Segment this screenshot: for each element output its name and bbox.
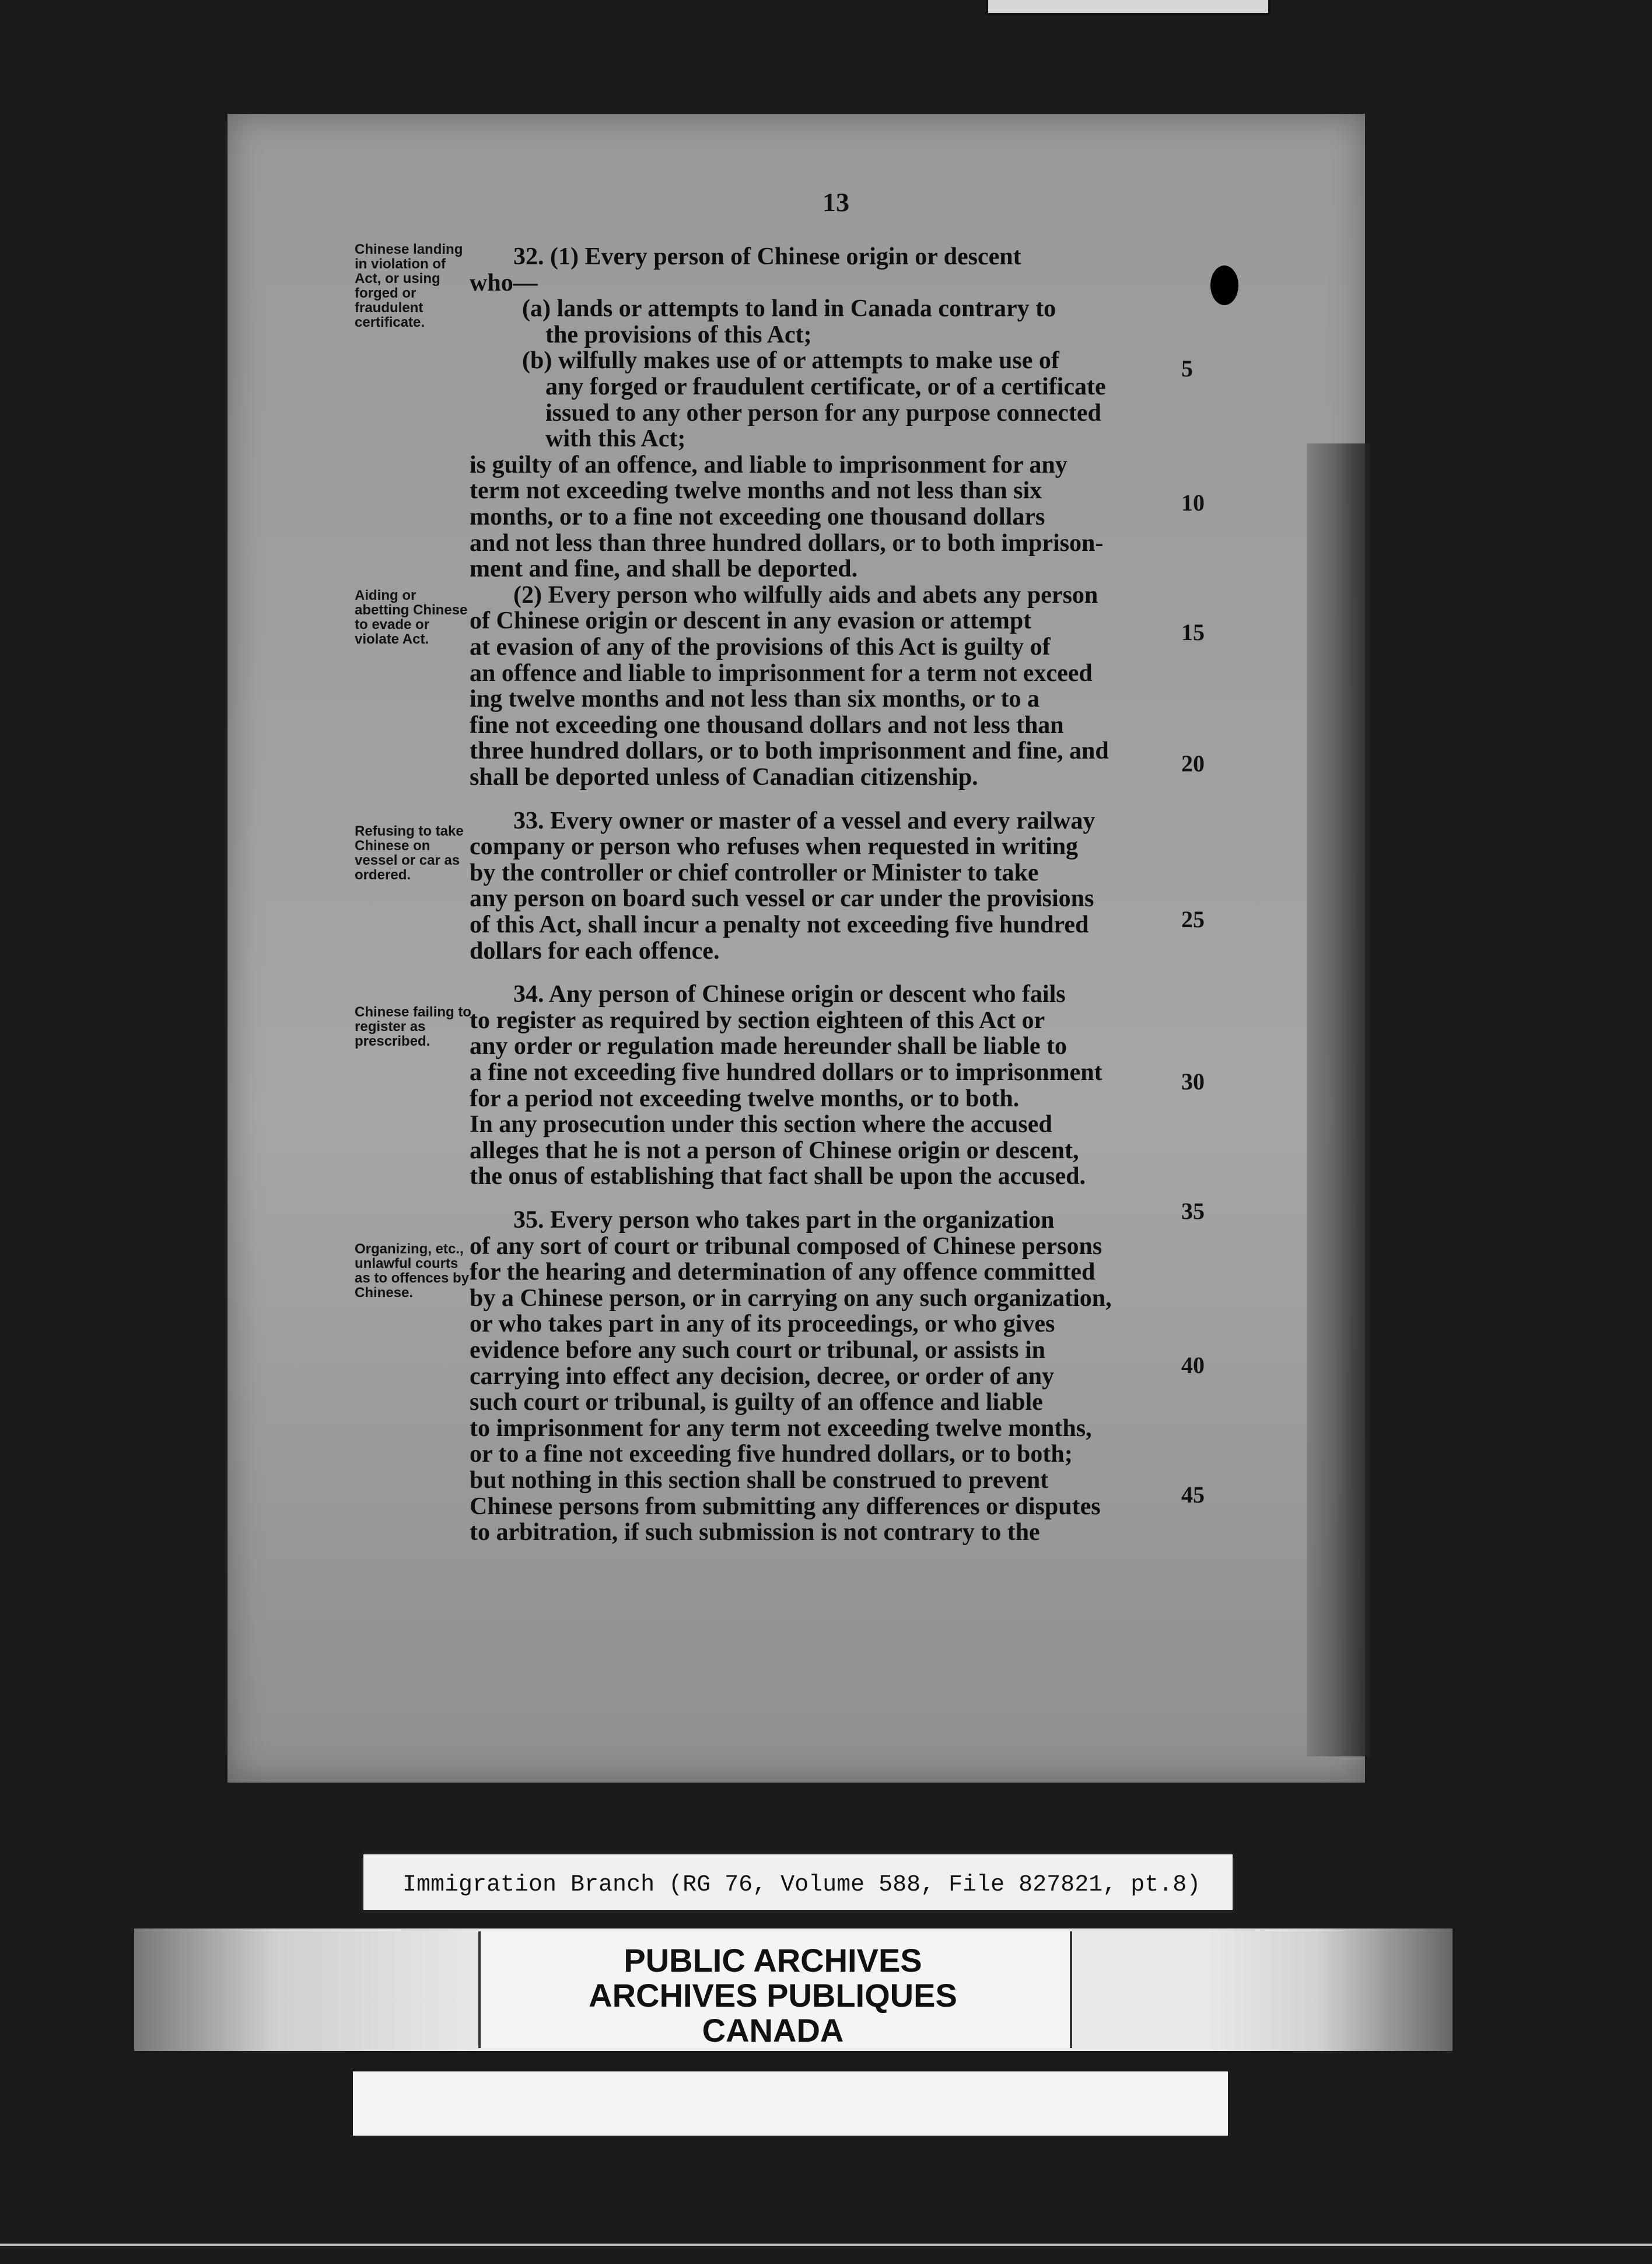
margin-note-section-35: Organizing, etc., unlawful courts as to offences by Chinese. bbox=[355, 1241, 470, 1301]
body-line-text: to imprisonment for any term not exceeding twelve months, bbox=[470, 1415, 1092, 1442]
body-line bbox=[470, 1468, 1048, 1493]
body-line bbox=[470, 530, 1103, 556]
body-line-text: for the hearing and determination of any offence committed bbox=[470, 1259, 1096, 1285]
body-line-text: any order or regulation made hereunder shall be liable to bbox=[470, 1033, 1067, 1060]
line-number: 5 bbox=[1181, 355, 1193, 382]
stamp-line-archives-publiques: ARCHIVES PUBLIQUES bbox=[589, 1977, 957, 2014]
body-line bbox=[470, 1494, 1101, 1519]
ink-blot bbox=[1210, 265, 1238, 305]
body-line bbox=[470, 712, 1064, 738]
body-line bbox=[513, 1207, 1055, 1233]
body-line-text: to arbitration, if such submission is not contrary to the bbox=[470, 1519, 1040, 1546]
body-line bbox=[470, 504, 1045, 530]
body-line bbox=[470, 1441, 1073, 1467]
body-line-text: alleges that he is not a person of Chinese origin or descent, bbox=[470, 1137, 1079, 1164]
body-line-text: any forged or fraudulent certificate, or of a certificate bbox=[545, 373, 1106, 400]
body-line bbox=[470, 1285, 1112, 1311]
body-line-text: by a Chinese person, or in carrying on any such organization, bbox=[470, 1285, 1112, 1312]
body-line-text: Any person of Chinese origin or descent who fails bbox=[544, 981, 1066, 1008]
torn-page-edge bbox=[1307, 443, 1371, 1756]
body-line-text: with this Act; bbox=[545, 425, 686, 452]
body-line bbox=[513, 244, 1021, 270]
body-line-text: but nothing in this section shall be construed to prevent bbox=[470, 1467, 1049, 1494]
body-line-text: evidence before any such court or tribunal, or assists in bbox=[470, 1337, 1046, 1364]
body-line bbox=[470, 1112, 1052, 1137]
body-line-text: issued to any other person for any purpose connected bbox=[545, 400, 1101, 427]
body-line-text: Every person who takes part in the organization bbox=[544, 1207, 1055, 1234]
body-line-text: a fine not exceeding five hundred dollars or to imprisonment bbox=[470, 1059, 1102, 1086]
body-line-text: or who takes part in any of its proceedings, or who gives bbox=[470, 1311, 1055, 1337]
body-line bbox=[513, 808, 1095, 834]
archive-reference-label: Immigration Branch (RG 76, Volume 588, File 827821, pt.8) bbox=[402, 1872, 1201, 1898]
band-shadow-left bbox=[134, 1928, 484, 2051]
body-line-text: fine not exceeding one thousand dollars and not less than bbox=[470, 712, 1064, 739]
line-number: 45 bbox=[1181, 1482, 1205, 1508]
body-line bbox=[470, 886, 1094, 911]
line-number: 20 bbox=[1181, 750, 1205, 777]
body-line-text: (2) Every person who wilfully aids and abets any person bbox=[513, 582, 1098, 609]
body-line bbox=[470, 478, 1042, 504]
margin-note-section-34: Chinese failing to register as prescribed. bbox=[355, 1004, 472, 1049]
body-line bbox=[522, 296, 1056, 322]
body-line-text: Every owner or master of a vessel and every railway bbox=[544, 808, 1096, 834]
body-line-text: Chinese persons from submitting any differences or disputes bbox=[470, 1493, 1101, 1520]
body-line bbox=[470, 452, 1068, 478]
band-shadow-right bbox=[1208, 1928, 1452, 2051]
body-line-text: company or person who refuses when requested in writing bbox=[470, 833, 1079, 860]
body-line bbox=[470, 1416, 1092, 1441]
body-line-text: In any prosecution under this section where the accused bbox=[470, 1111, 1052, 1138]
body-line-text: of any sort of court or tribunal composed of Chinese persons bbox=[470, 1233, 1102, 1260]
body-line-text: to register as required by section eighteen of this Act or bbox=[470, 1007, 1045, 1034]
body-line bbox=[470, 764, 978, 790]
page-number: 13 bbox=[822, 187, 849, 217]
body-line-text: who— bbox=[470, 270, 538, 296]
body-line bbox=[470, 938, 719, 964]
body-line bbox=[545, 426, 685, 452]
body-line-text: ing twelve months and not less than six months, or to a bbox=[470, 686, 1040, 712]
line-number: 10 bbox=[1181, 490, 1205, 516]
body-line-text: months, or to a fine not exceeding one thousand dollars bbox=[470, 504, 1045, 530]
body-line bbox=[470, 1259, 1095, 1285]
body-line-text: is guilty of an offence, and liable to imprisonment for any bbox=[470, 452, 1068, 478]
lower-blank-strip bbox=[353, 2071, 1228, 2136]
body-line-text: the provisions of this Act; bbox=[545, 322, 812, 348]
section-number: 34. bbox=[513, 981, 544, 1008]
body-line-text: of this Act, shall incur a penalty not exceeding five hundred bbox=[470, 911, 1089, 938]
body-line bbox=[470, 1519, 1040, 1545]
section-number: 35. bbox=[513, 1207, 544, 1234]
line-number: 15 bbox=[1181, 619, 1205, 645]
section-number: 33. bbox=[513, 808, 544, 834]
body-line bbox=[470, 1060, 1102, 1085]
body-line bbox=[470, 860, 1039, 886]
body-line-text: or to a fine not exceeding five hundred dollars, or to both; bbox=[470, 1441, 1073, 1468]
margin-note-section-32-2: Aiding or abetting Chinese to evade or violate Act. bbox=[355, 588, 468, 647]
body-line bbox=[470, 661, 1093, 686]
body-line bbox=[470, 912, 1088, 938]
body-line-text: by the controller or chief controller or Minister to take bbox=[470, 860, 1039, 886]
body-line-text: ment and fine, and shall be deported. bbox=[470, 555, 858, 582]
body-line bbox=[513, 981, 1066, 1007]
body-line-text: of Chinese origin or descent in any evasion or attempt bbox=[470, 607, 1032, 634]
body-line bbox=[470, 1389, 1043, 1415]
body-line bbox=[470, 608, 1031, 634]
frame-bottom-edge bbox=[0, 2244, 1652, 2246]
body-line bbox=[545, 374, 1106, 400]
line-number: 40 bbox=[1181, 1352, 1205, 1378]
body-line bbox=[513, 582, 1098, 608]
body-line bbox=[470, 1138, 1079, 1164]
body-line-text: term not exceeding twelve months and not less than six bbox=[470, 477, 1042, 504]
body-line bbox=[470, 1234, 1102, 1259]
line-number: 30 bbox=[1181, 1068, 1205, 1095]
film-tab bbox=[986, 0, 1270, 15]
body-line-text: such court or tribunal, is guilty of an offence and liable bbox=[470, 1389, 1043, 1416]
section-number: 32. bbox=[513, 243, 544, 270]
body-line-text: (1) Every person of Chinese origin or descent bbox=[544, 243, 1021, 270]
body-line-text: at evasion of any of the provisions of this Act is guilty of bbox=[470, 634, 1051, 661]
body-line bbox=[470, 1311, 1055, 1337]
body-line-text: three hundred dollars, or to both imprisonment and fine, and bbox=[470, 738, 1109, 764]
body-line-text: the onus of establishing that fact shall be upon the accused. bbox=[470, 1163, 1086, 1190]
body-line-text: any person on board such vessel or car under the provisions bbox=[470, 885, 1094, 912]
body-line bbox=[470, 270, 538, 296]
body-line-text: for a period not exceeding twelve months, or to both. bbox=[470, 1085, 1020, 1112]
body-line-text: (b) wilfully makes use of or attempts to make use of bbox=[522, 347, 1059, 374]
body-line-text: and not less than three hundred dollars, or to both imprison- bbox=[470, 530, 1104, 557]
body-line-text: carrying into effect any decision, decree, or order of any bbox=[470, 1363, 1054, 1390]
body-line bbox=[522, 348, 1059, 373]
body-line bbox=[470, 634, 1051, 660]
body-line bbox=[470, 1337, 1045, 1363]
body-line bbox=[470, 1033, 1067, 1059]
body-line bbox=[545, 322, 812, 348]
body-line bbox=[470, 738, 1109, 764]
body-line bbox=[470, 1364, 1054, 1389]
line-number: 35 bbox=[1181, 1198, 1205, 1224]
line-number: 25 bbox=[1181, 906, 1205, 932]
margin-note-section-33: Refusing to take Chinese on vessel or car as ordered. bbox=[355, 823, 464, 883]
body-line bbox=[470, 834, 1078, 860]
body-line-text: (a) lands or attempts to land in Canada contrary to bbox=[522, 295, 1056, 322]
stamp-line-canada: CANADA bbox=[702, 2012, 844, 2049]
body-line bbox=[470, 686, 1040, 712]
body-line bbox=[470, 1086, 1019, 1112]
stamp-line-public-archives: PUBLIC ARCHIVES bbox=[624, 1942, 922, 1979]
body-line bbox=[470, 556, 858, 582]
body-line bbox=[470, 1164, 1086, 1189]
body-line-text: shall be deported unless of Canadian citizenship. bbox=[470, 764, 978, 791]
body-line bbox=[470, 1008, 1045, 1033]
body-line-text: dollars for each offence. bbox=[470, 938, 720, 965]
body-line-text: an offence and liable to imprisonment for a term not exceed bbox=[470, 660, 1093, 687]
margin-note-section-32-1: Chinese landing in violation of Act, or using forged or fraudulent certificate. bbox=[355, 242, 463, 330]
body-line bbox=[545, 400, 1101, 426]
